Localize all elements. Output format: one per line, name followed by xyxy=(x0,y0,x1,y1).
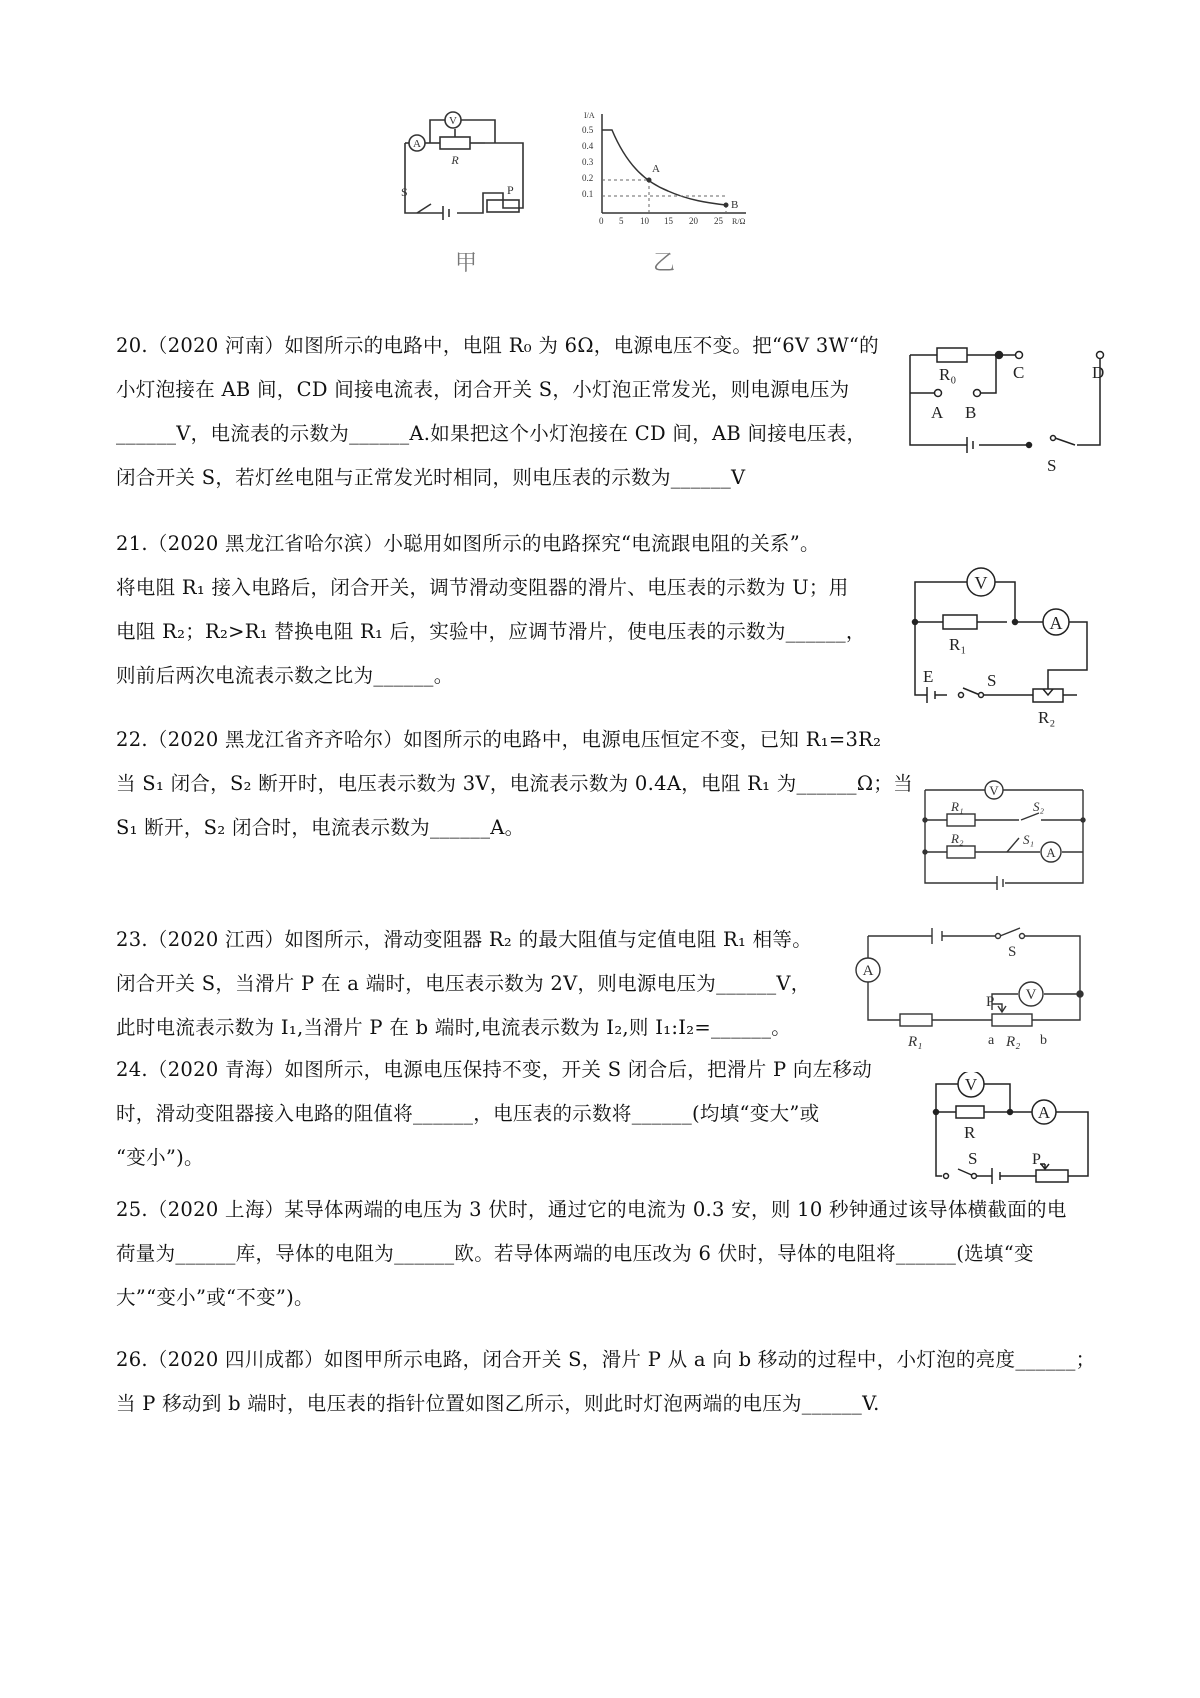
q22-voltmeter-label: V xyxy=(989,783,999,798)
q21-voltmeter-label: V xyxy=(974,573,988,593)
jia-switch-label: S xyxy=(401,185,408,199)
q24-voltmeter-label: V xyxy=(964,1075,978,1094)
q23-circuit-figure xyxy=(848,920,1103,1055)
graph-y-tick-4: 0.1 xyxy=(582,189,594,199)
q23-r1-label: R₁ xyxy=(908,1034,923,1050)
graph-y-tick-1: 0.4 xyxy=(582,141,594,151)
q24-p-label: P xyxy=(1032,1151,1041,1168)
q23-r2-label: R₂ xyxy=(1006,1034,1021,1050)
q21-s-label: S xyxy=(987,671,997,690)
figure-jia-circuit xyxy=(395,108,540,233)
graph-x-tick-2: 10 xyxy=(640,216,649,226)
q24-ammeter-label: A xyxy=(1037,1103,1051,1122)
q23-line-1: 23.（2020 江西）如图所示，滑动变阻器 R₂ 的最大阻值与定值电阻 R₁ 相等。 xyxy=(116,928,813,951)
q24-s-label: S xyxy=(968,1149,978,1168)
figure-jia-caption: 甲 xyxy=(455,251,478,276)
graph-x-axis-label: R/Ω xyxy=(732,217,746,226)
q21-circuit-figure xyxy=(895,560,1105,735)
q21-line-1: 21.（2020 黑龙江省哈尔滨）小聪用如图所示的电路探究“电流跟电阻的关系”。 xyxy=(116,532,820,555)
jia-ammeter-label: A xyxy=(413,138,421,150)
q20-line-1: 20.（2020 河南）如图所示的电路中，电阻 R₀ 为 6Ω，电源电压不变。把“6V 3W“的 xyxy=(116,334,879,357)
q22-s1-label: S₁ xyxy=(1023,832,1035,847)
q20-a-label: A xyxy=(931,403,944,422)
graph-y-tick-0: 0.5 xyxy=(582,125,594,135)
q21-r2-label: R₂ xyxy=(1038,708,1056,727)
q23-line-3: 此时电流表示数为 I₁,当滑片 P 在 b 端时,电流表示数为 I₂,则 I₁:I₂=______。 xyxy=(116,1016,792,1039)
q20-b-label: B xyxy=(965,403,977,422)
q20-line-4: 闭合开关 S，若灯丝电阻与正常发光时相同，则电压表的示数为______V xyxy=(116,466,746,489)
q22-r2-label: R₂ xyxy=(951,831,964,846)
q25-line-3: 大”“变小”或“不变”)。 xyxy=(116,1286,314,1309)
graph-point-a-label: A xyxy=(652,163,660,175)
q24-r-label: R xyxy=(964,1123,976,1142)
q25-line-1: 25.（2020 上海）某导体两端的电压为 3 伏时，通过它的电流为 0.3 安，则 10 秒钟通过该导体横截面的电 xyxy=(116,1198,1067,1221)
q24-line-3: “变小”)。 xyxy=(116,1146,204,1169)
graph-x-tick-4: 20 xyxy=(689,216,698,226)
q21-line-3: 电阻 R₂；R₂>R₁ 替换电阻 R₁ 后，实验中，应调节滑片，使电压表的示数为______， xyxy=(116,620,866,643)
q22-s2-label: S₂ xyxy=(1033,799,1045,814)
q20-s-label: S xyxy=(1047,456,1057,475)
q23-a-end-label: a xyxy=(988,1033,995,1048)
graph-x-tick-0: 0 xyxy=(599,216,604,226)
q20-circuit-figure xyxy=(905,345,1105,495)
jia-slider-label: P xyxy=(507,183,514,197)
graph-y-axis-label: I/A xyxy=(584,111,595,120)
q22-circuit-figure xyxy=(915,768,1095,898)
q21-r1-label: R₁ xyxy=(949,635,967,654)
q22-r1-label: R₁ xyxy=(951,799,964,814)
q23-s-label: S xyxy=(1008,944,1017,960)
figure-yi-graph xyxy=(578,108,758,233)
q21-line-2: 将电阻 R₁ 接入电路后，闭合开关，调节滑动变阻器的滑片、电压表的示数为 U；用 xyxy=(116,576,849,599)
q24-line-2: 时，滑动变阻器接入电路的阻值将______，电压表的示数将______(均填“变大”或 xyxy=(116,1102,820,1125)
graph-x-tick-5: 25 xyxy=(714,216,723,226)
q24-line-1: 24.（2020 青海）如图所示，电源电压保持不变，开关 S 闭合后，把滑片 P 向左移动 xyxy=(116,1058,873,1081)
q20-line-3: ______V，电流表的示数为______A.如果把这个小灯泡接在 CD 间，AB 间接电压表， xyxy=(116,422,867,445)
q20-line-2: 小灯泡接在 AB 间，CD 间接电流表，闭合开关 S，小灯泡正常发光，则电源电压为 xyxy=(116,378,850,401)
jia-resistor-label: R xyxy=(451,153,459,167)
graph-y-tick-2: 0.3 xyxy=(582,157,594,167)
q24-circuit-figure xyxy=(928,1072,1103,1192)
q25-line-2: 荷量为______库，导体的电阻为______欧。若导体两端的电压改为 6 伏时，导体的电阻将______(选填“变 xyxy=(116,1242,1034,1265)
graph-x-tick-1: 5 xyxy=(619,216,624,226)
q21-ammeter-label: A xyxy=(1049,613,1063,633)
q26-line-1: 26.（2020 四川成都）如图甲所示电路，闭合开关 S，滑片 P 从 a 向 b 移动的过程中，小灯泡的亮度______； xyxy=(116,1348,1096,1371)
q23-line-2: 闭合开关 S，当滑片 P 在 a 端时，电压表示数为 2V，则电源电压为______V， xyxy=(116,972,811,995)
q20-r0-label: R₀ xyxy=(939,365,957,384)
q21-line-4: 则前后两次电流表示数之比为______。 xyxy=(116,664,454,687)
q23-p-label: P xyxy=(986,994,995,1010)
q20-d-label: D xyxy=(1092,363,1105,382)
figure-yi-caption: 乙 xyxy=(653,251,676,276)
q26-line-2: 当 P 移动到 b 端时，电压表的指针位置如图乙所示，则此时灯泡两端的电压为______V. xyxy=(116,1392,880,1415)
q22-line-2: 当 S₁ 闭合，S₂ 断开时，电压表示数为 3V，电流表示数为 0.4A，电阻 R₁ 为______Ω；当 xyxy=(116,772,913,795)
q22-ammeter-label: A xyxy=(1046,845,1056,860)
q23-b-end-label: b xyxy=(1040,1033,1047,1048)
graph-y-tick-3: 0.2 xyxy=(582,173,594,183)
q22-line-1: 22.（2020 黑龙江省齐齐哈尔）如图所示的电路中，电源电压恒定不变，已知 R₁=3R₂ xyxy=(116,728,882,751)
q23-ammeter-label: A xyxy=(862,963,874,979)
jia-voltmeter-label: V xyxy=(449,115,457,127)
q21-e-label: E xyxy=(923,667,934,686)
q20-c-label: C xyxy=(1013,363,1025,382)
q23-voltmeter-label: V xyxy=(1025,987,1037,1003)
graph-x-tick-3: 15 xyxy=(664,216,673,226)
graph-point-b-label: B xyxy=(731,199,739,211)
q22-line-3: S₁ 断开，S₂ 闭合时，电流表示数为______A。 xyxy=(116,816,525,839)
